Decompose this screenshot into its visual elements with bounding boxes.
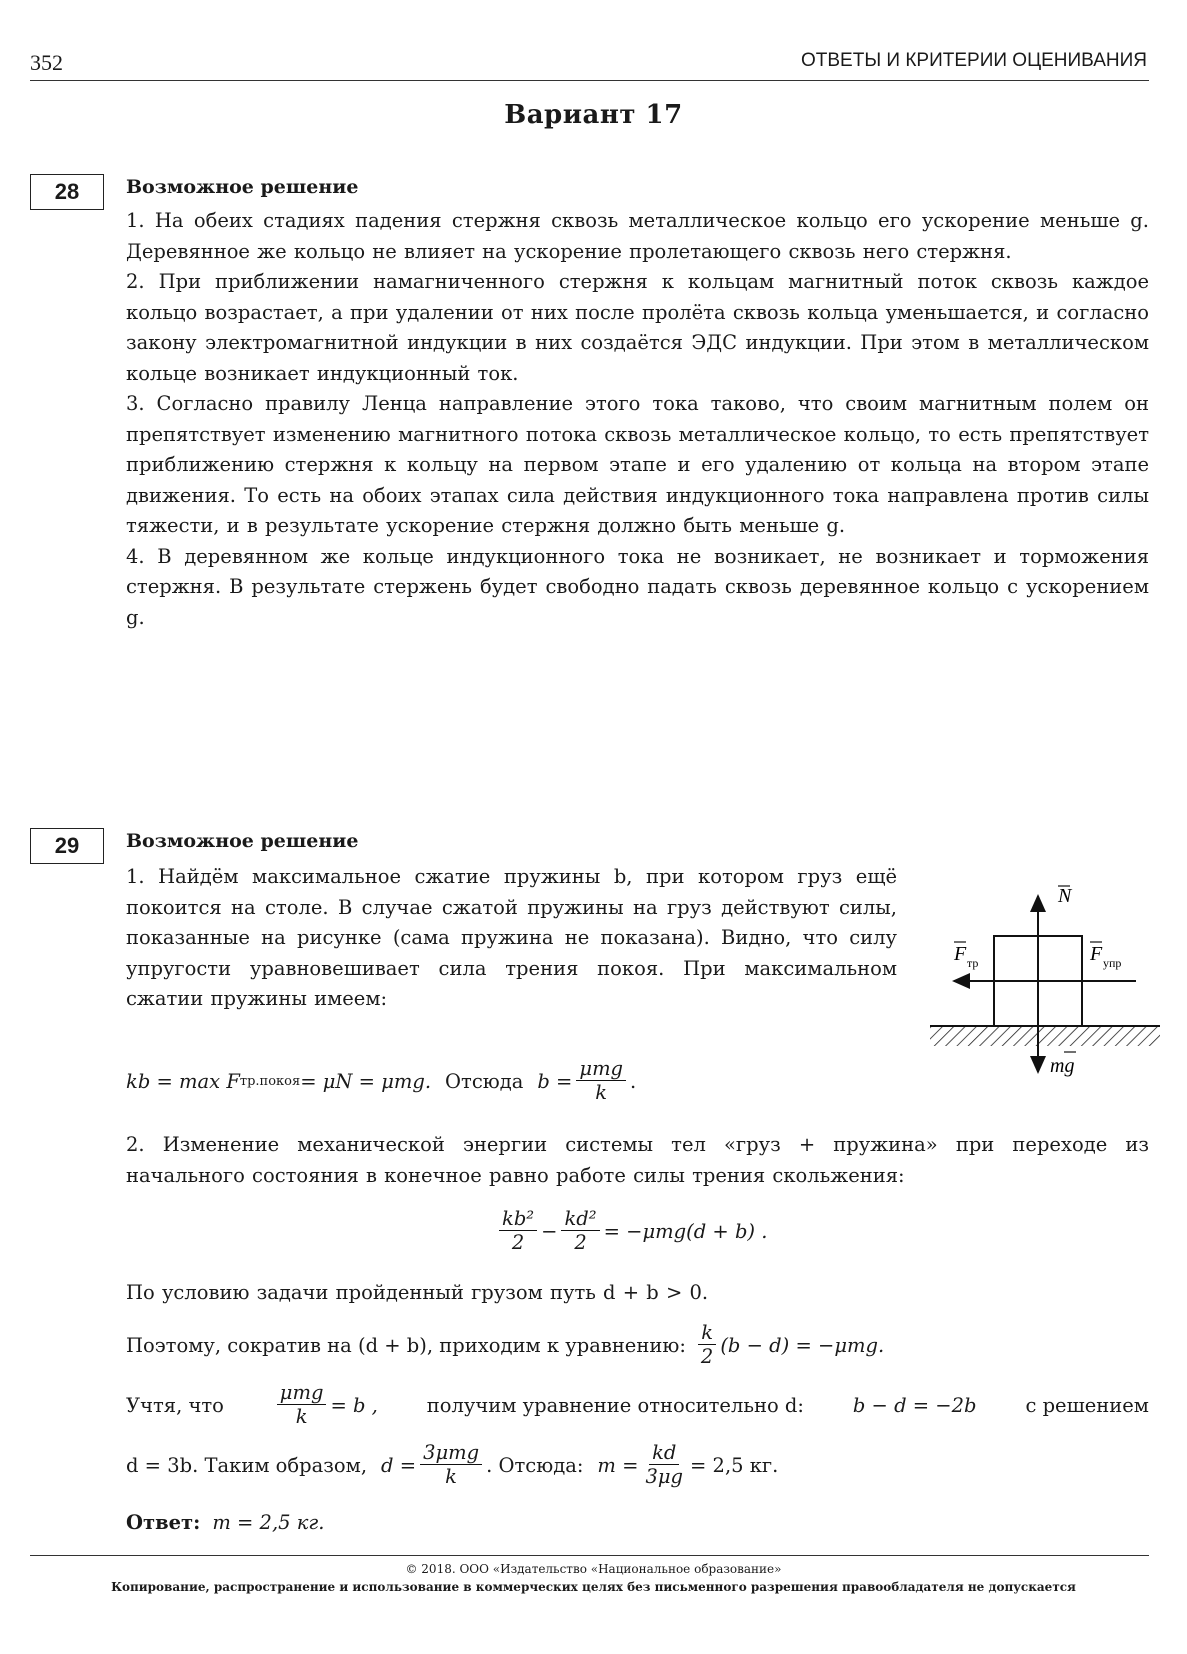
eq1-word: Отсюда (445, 1069, 524, 1093)
label-Ftr: F (954, 943, 967, 965)
ground-hatching (930, 1026, 1160, 1046)
task-29-heading: Возможное решение (126, 830, 359, 852)
p5-fraction: $\frac{\text{μmg}}{k}$ (277, 1382, 327, 1429)
task-29-paragraph-4: Поэтому, сократив на (d + b), приходим к уравнению: $\frac{k}{2}$ (b − d) = −μmg. (126, 1321, 885, 1368)
p6-fraction-2: $\frac{kd}{3\mu g}$ (645, 1441, 683, 1488)
page-number: 352 (30, 50, 63, 75)
task-number-29: 29 (30, 828, 104, 864)
task-29-paragraph-6: d = 3b. Таким образом, d = $\frac{\text{3μmg}}{k}$ . Отсюда: m = $\frac{kd}{3\mu g}$ = 2,5 кг. (126, 1441, 779, 1488)
p6-fraction-1: $\frac{\text{3μmg}}{k}$ (420, 1442, 482, 1489)
p4-fraction: $\frac{k}{2}$ (698, 1322, 716, 1369)
eq2-fraction-1: $\frac{\text{kb²}}{2}$ (499, 1208, 537, 1255)
task-28-body (126, 206, 1149, 633)
eq1-right: = μN = μmg. (300, 1069, 432, 1093)
task-29-paragraph-1: 1. Найдём максимальное сжатие пружины b, при котором груз ещё покоится на столе. В случае сжатой пружины на груз действуют силы, показанные на рисунке (сама пружина не показана). Видно, что силу упругости уравновешивает сила трения покоя. При максимальном сжатии пружины имеем: (126, 865, 897, 1010)
label-N: N (1058, 885, 1072, 907)
eq2-right: = −μmg(d + b) . (603, 1219, 768, 1243)
answer-value: m = 2,5 кг. (212, 1511, 325, 1534)
task-29-equation-2: $\frac{\text{kb²}}{2}$ − $\frac{\text{kd²}}{2}$ = −μmg(d + b) . (495, 1208, 767, 1255)
task-29-paragraph-2: 2. Изменение механической энергии системы тел «груз + пружина» при переходе из начального состояния в конечное равно работе силы трения скольжения: (126, 1133, 1149, 1187)
variant-title: Вариант 17 (504, 100, 683, 130)
eq1-left: kb = max F (126, 1069, 240, 1093)
section-title: ОТВЕТЫ И КРИТЕРИИ ОЦЕНИВАНИЯ (800, 50, 1147, 71)
footer-notice: Копирование, распространение и использование в коммерческих целях без письменного разрешения правообладателя не допускается (111, 1580, 1076, 1594)
eq1-numerator: μmg (576, 1058, 626, 1081)
label-Fupr-sub: упр (1103, 956, 1122, 970)
task-28-heading: Возможное решение (126, 176, 359, 198)
task-29-paragraph-5: Учтя, что $\frac{\text{μmg}}{k}$ = b , получим уравнение относительно d: b − d = −2b с решением (126, 1381, 1149, 1428)
label-mg: mg (1050, 1055, 1075, 1077)
eq1-b: b = (537, 1069, 573, 1093)
eq1-fraction (576, 1058, 626, 1105)
footer-rule (30, 1555, 1149, 1556)
label-Fupr: F (1090, 943, 1103, 965)
task-28-paragraph-2: 2. При приближении намагниченного стержня к кольцам магнитный поток сквозь каждое кольцо возрастает, а при удалении от них после пролёта сквозь кольца уменьшается, и согласно закону электромагнитной индукции в них создаётся ЭДС индукции. При этом в металлическом кольце возникает индукционный ток. (126, 270, 1149, 385)
task-29-paragraph-3: По условию задачи пройденный грузом путь d + b > 0. (126, 1281, 709, 1304)
task-28-paragraph-4: 4. В деревянном же кольце индукционного тока не возникает, не возникает и торможения стержня. В результате стержень будет свободно падать сквозь деревянное кольцо с ускорением g. (126, 544, 1149, 629)
task-28-paragraph-1: 1. На обеих стадиях падения стержня сквозь металлическое кольцо его ускорение меньше g. Деревянное же кольцо не влияет на ускорение пролетающего сквозь него стержня. (126, 209, 1149, 263)
eq1-denominator: k (595, 1081, 608, 1104)
answer-line (126, 1508, 324, 1538)
label-Ftr-sub: тр (967, 956, 979, 970)
task-28-paragraph-3: 3. Согласно правилу Ленца направление этого тока таково, что своим магнитным полем он препятствует изменению магнитного потока сквозь металлическое кольцо, то есть препятствует приближению стержня к кольцу на первом этапе и его удалению от кольца на втором этапе движения. То есть на обоих этапах сила действия индукционного тока направлена против силы тяжести, и в результате ускорение стержня должно быть меньше g. (126, 392, 1149, 537)
force-diagram (930, 880, 1160, 1080)
footer-copyright: © 2018. ООО «Издательство «Национальное образование» (405, 1562, 782, 1576)
eq2-fraction-2: $\frac{\text{kd²}}{2}$ (561, 1208, 599, 1255)
eq1-subscript: тр.покоя (239, 1073, 301, 1089)
header-rule (30, 80, 1149, 81)
task-29-equation-1: kb = max F тр.покоя = μN = μmg. Отсюда b = $\frac{\text{μmg}}{k}$ . (126, 1057, 637, 1104)
task-number-28: 28 (30, 174, 104, 210)
answer-label: Ответ: (126, 1511, 201, 1534)
